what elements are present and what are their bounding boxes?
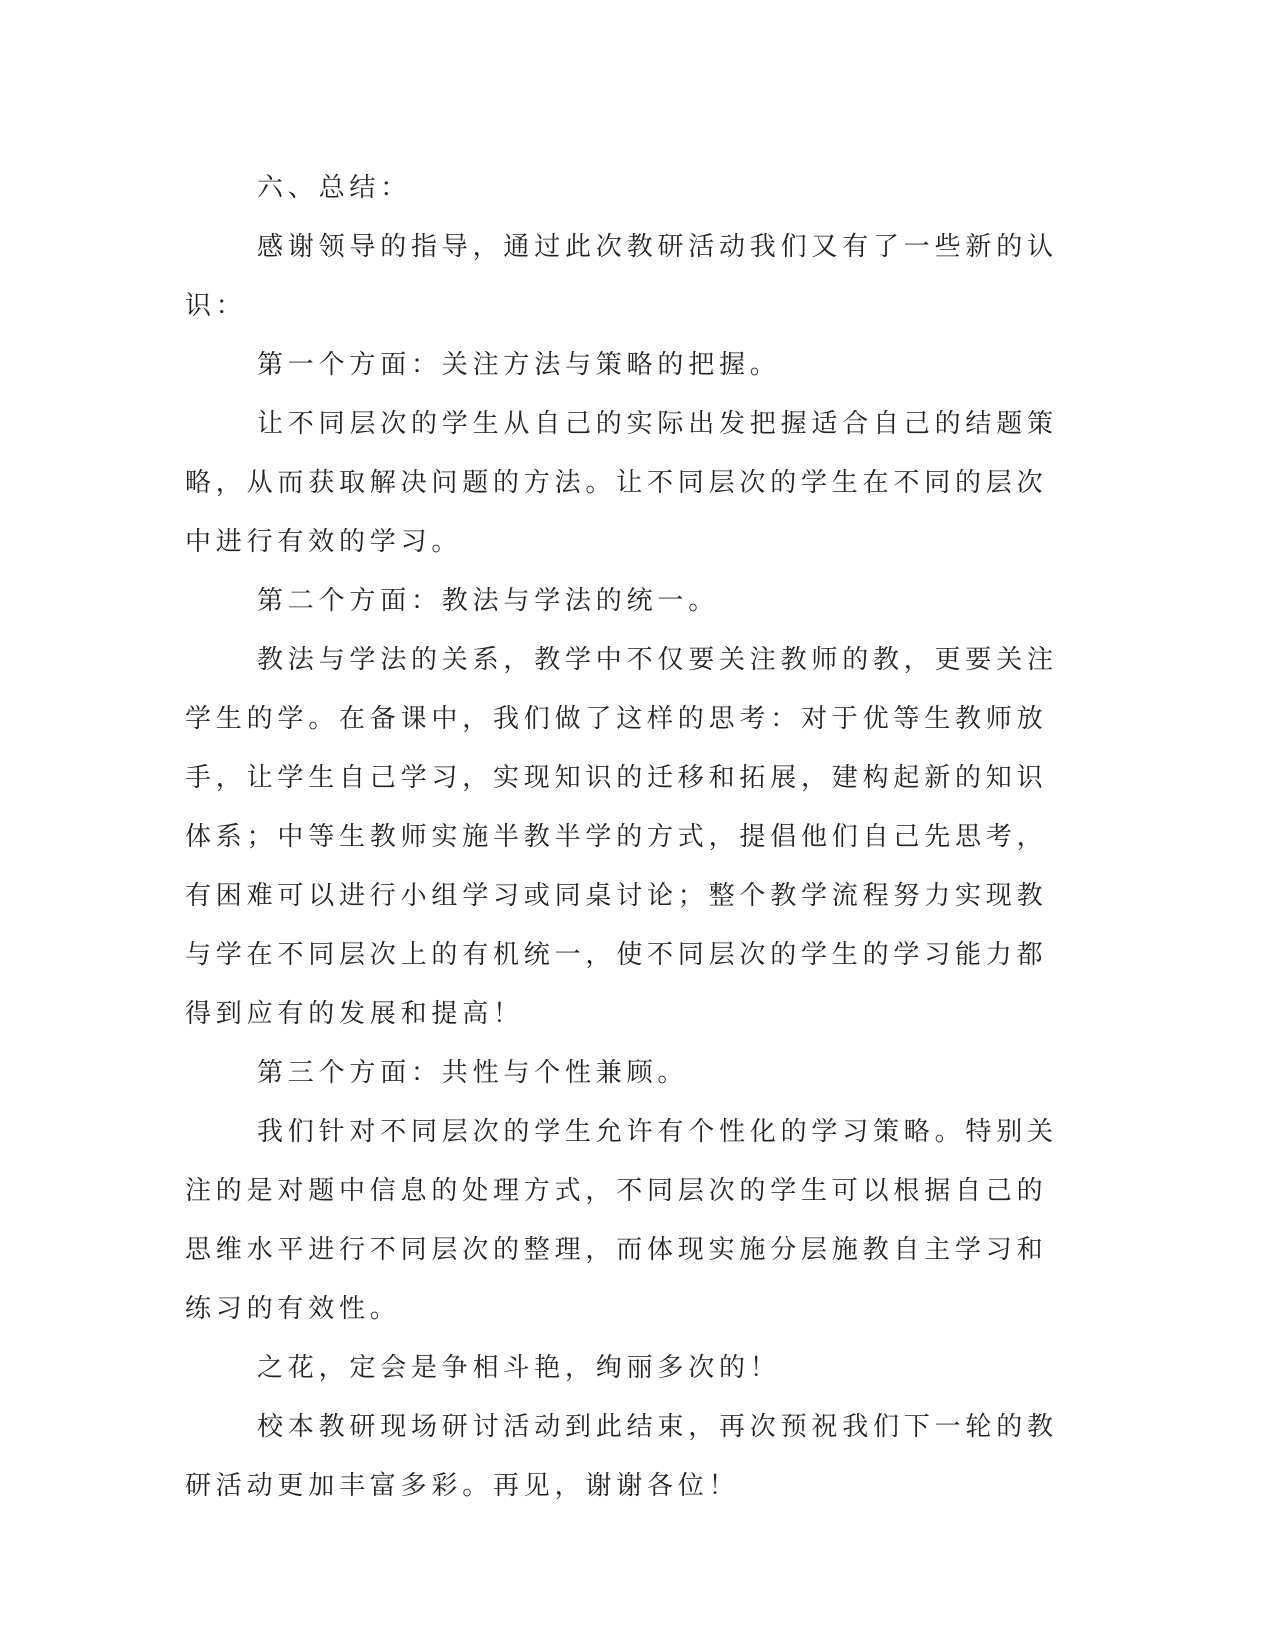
section-heading: 六、总结： xyxy=(257,173,412,203)
aspect-one-heading: 第一个方面：关注方法与策略的把握。 xyxy=(257,350,781,380)
aspect-three-heading: 第三个方面：共性与个性兼顾。 xyxy=(257,1058,689,1088)
aspect-two-heading: 第二个方面：教法与学法的统一。 xyxy=(257,586,720,616)
aspect-one-body: 让不同层次的学生从自己的实际出发把握适合自己的结题策略，从而获取解决问题的方法。让不同层次的学生在不同的层次中进行有效的学习。 xyxy=(185,409,1058,557)
aspect-three-body: 我们针对不同层次的学生允许有个性化的学习策略。特别关注的是对题中信息的处理方式，不同层次的学生可以根据自己的思维水平进行不同层次的整理，而体现实施分层施教自主学习和练习的有效性。 xyxy=(185,1117,1058,1324)
closing-line: 之花，定会是争相斗艳，绚丽多次的！ xyxy=(257,1353,781,1383)
farewell-paragraph: 校本教研现场研讨活动到此结束，再次预祝我们下一轮的教研活动更加丰富多彩。再见，谢谢各位！ xyxy=(185,1412,1058,1501)
aspect-two-body: 教法与学法的关系，教学中不仅要关注教师的教，更要关注学生的学。在备课中，我们做了这样的思考：对于优等生教师放手，让学生自己学习，实现知识的迁移和拓展，建构起新的知识体系；中等生教师实施半教半学的方式，提倡他们自己先思考，有困难可以进行小组学习或同桌讨论；整个教学流程努力实现教与学在不同层次上的有机统一，使不同层次的学生的学习能力都得到应有的发展和提高！ xyxy=(185,645,1058,1029)
paragraph-intro: 感谢领导的指导，通过此次教研活动我们又有了一些新的认识： xyxy=(185,232,1058,321)
document-body xyxy=(185,159,1065,1516)
